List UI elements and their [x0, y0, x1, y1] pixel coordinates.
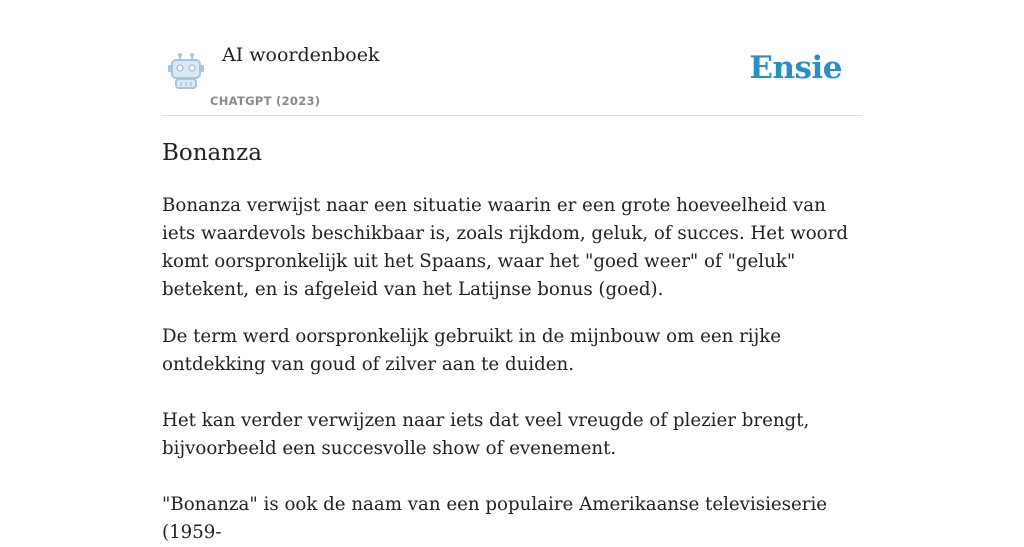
definition-paragraph: De term werd oorspronkelijk gebruikt in de mijnbouw om een rijke ontdekking van goud of zilver aan te duiden.: [162, 326, 782, 375]
robot-icon: [166, 52, 206, 90]
definition-paragraph: Het kan verder verwijzen naar iets dat veel vreugde of plezier brengt, bijvoorbeeld een succesvolle show of evenement.: [162, 410, 810, 459]
content-container: [162, 0, 862, 543]
definition-paragraph: "Bonanza" is ook de naam van een populaire Amerikaanse televisieserie (1959-: [162, 494, 828, 543]
source-title[interactable]: AI woordenboek: [222, 44, 380, 66]
definition-paragraph: Bonanza verwijst naar een situatie waarin er een grote hoeveelheid van iets waardevols beschikbaar is, zoals rijkdom, geluk, of succes. Het woord komt oorspronkelijk uit het Spaans, waar het "goed weer" of "geluk" betekent, en is afgeleid van het Latijnse bonus (goed).: [162, 195, 848, 300]
entry-header: [162, 0, 862, 116]
entry-term: Bonanza: [162, 140, 262, 166]
source-subtitle: CHATGPT (2023): [210, 94, 321, 108]
ensie-logo[interactable]: Ensie: [749, 50, 842, 86]
